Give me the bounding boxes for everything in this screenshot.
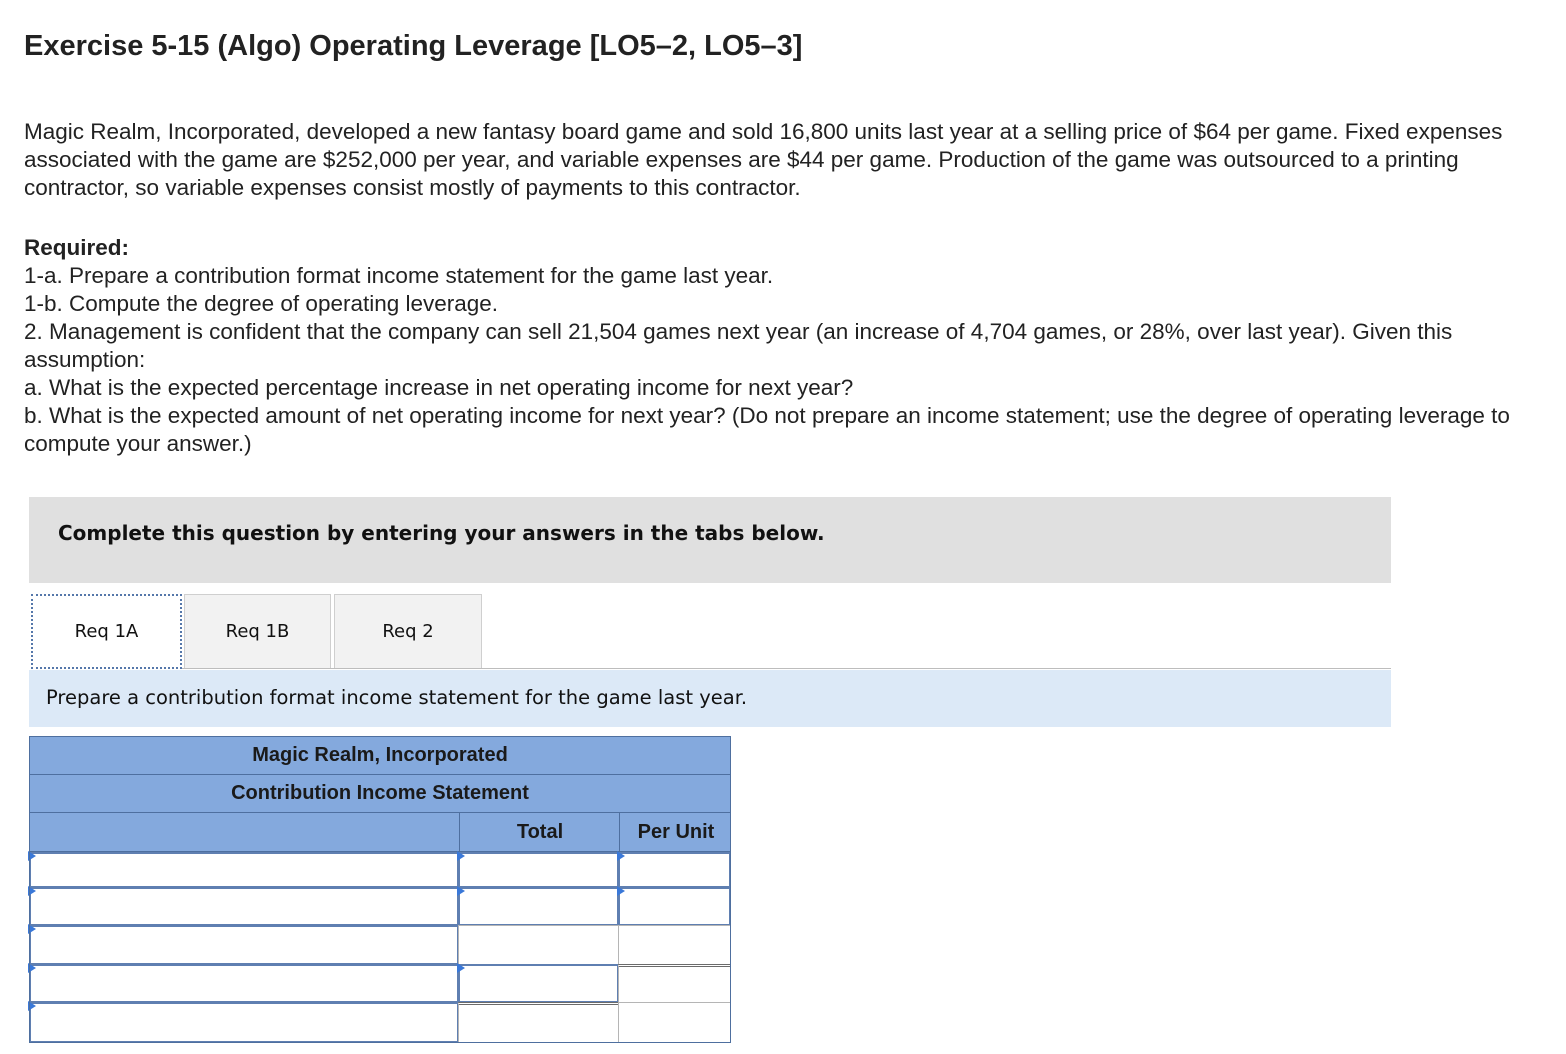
exercise-title: Exercise 5-15 (Algo) Operating Leverage [LO5–2, LO5–3] [24,30,803,62]
statement-column-header [29,812,731,852]
row-4-per-unit-cell [618,964,731,1003]
tab-prompt-text: Prepare a contribution format income statement for the game last year. [46,686,748,709]
row-2-per-unit-input[interactable] [618,887,731,926]
row-3-per-unit-cell [618,925,731,965]
row-2-total-input[interactable] [458,887,619,926]
column-header-per-unit: Per Unit [619,813,732,851]
row-4-total-input[interactable] [458,964,619,1003]
tab-req-1b[interactable]: Req 1B [184,594,331,669]
tab-prompt [29,670,1391,727]
required-heading: Required: [24,235,130,260]
statement-company-name: Magic Realm, Incorporated [29,736,731,775]
statement-title: Contribution Income Statement [29,774,731,813]
instruction-text: Complete this question by entering your answers in the tabs below. [58,521,825,545]
row-1-label-input[interactable] [29,852,459,888]
required-item-1b: 1-b. Compute the degree of operating leverage. [24,291,499,316]
tab-divider [182,668,1391,669]
tab-req-1a[interactable]: Req 1A [31,594,182,669]
required-item-1a: 1-a. Prepare a contribution format income statement for the game last year. [24,263,774,288]
required-item-2a: a. What is the expected percentage increase in net operating income for next year? [24,375,854,400]
row-5-per-unit-cell [618,1002,731,1043]
required-section [24,234,1544,458]
row-3-label-input[interactable] [29,925,459,965]
row-5-total-cell [458,1002,619,1043]
required-item-2: 2. Management is confident that the company can sell 21,504 games next year (an increase of 4,704 games, or 28%, over last year). Given this assumption: [24,319,1453,372]
row-5-label-input[interactable] [29,1002,459,1043]
tab-req-2[interactable]: Req 2 [334,594,482,669]
required-item-2b: b. What is the expected amount of net operating income for next year? (Do not prepare an income statement; use the degree of operating leverage to compute your answer.) [24,403,1510,456]
column-header-total: Total [459,813,620,851]
row-1-per-unit-input[interactable] [618,852,731,888]
row-2-label-input[interactable] [29,887,459,926]
row-4-label-input[interactable] [29,964,459,1003]
exercise-intro: Magic Realm, Incorporated, developed a new fantasy board game and sold 16,800 units last year at a selling price of $64 per game. Fixed expenses associated with the game are $252,000 per year, and variable expenses are $44 per game. Production of the game was outsourced to a printing contractor, so variable expenses consist mostly of payments to this contractor. [24,119,1503,200]
income-statement-table [29,736,731,1043]
row-1-total-input[interactable] [458,852,619,888]
row-3-total-cell [458,925,619,965]
instruction-bar [29,497,1391,583]
